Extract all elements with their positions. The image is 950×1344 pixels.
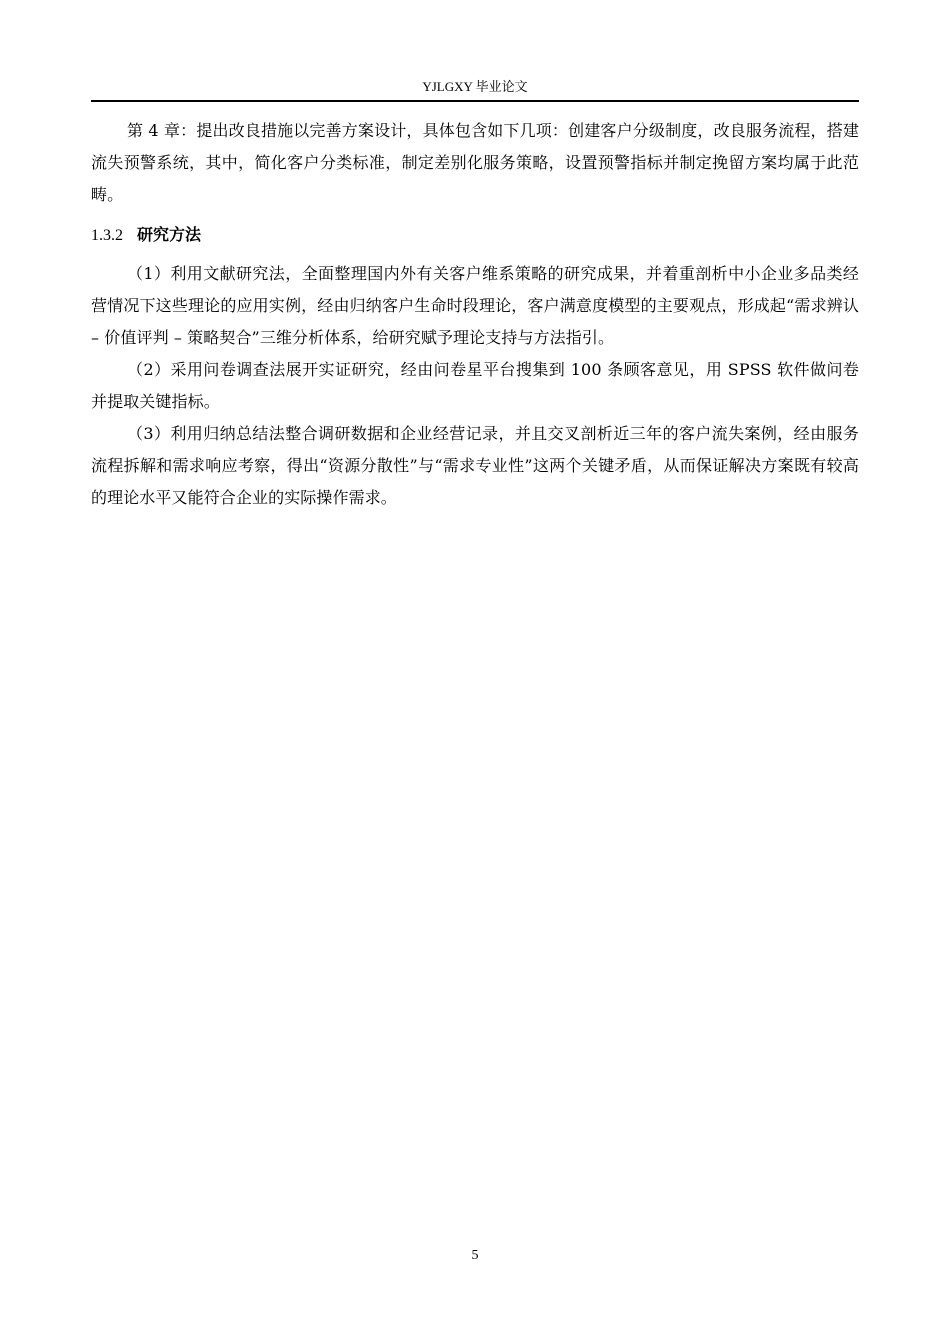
- page-number: 5: [471, 1248, 479, 1263]
- method-paragraph-1: （1）利用文献研究法，全面整理国内外有关客户维系策略的研究成果，并着重剖析中小企业多品类经营情况下这些理论的应用实例，经由归纳客户生命时段理论，客户满意度模型的主要观点，形成起“需求辨认 – 价值评判 – 策略契合”三维分析体系，给研究赋予理论支持与方法指引。: [91, 264, 859, 347]
- method-paragraph-2: （2）采用问卷调查法展开实证研究，经由问卷星平台搜集到 100 条顾客意见，用 SPSS 软件做问卷并提取关键指标。: [91, 360, 859, 411]
- page-body: [91, 115, 859, 514]
- header-divider: [91, 100, 859, 102]
- intro-paragraph: 第 4 章：提出改良措施以完善方案设计，具体包含如下几项：创建客户分级制度，改良服务流程，搭建流失预警系统，其中，简化客户分类标准，制定差别化服务策略，设置预警指标并制定挽留方案均属于此范畴。: [91, 121, 859, 204]
- page-header: YJLGXY 毕业论文: [422, 79, 528, 94]
- section-number: 1.3.2: [91, 227, 123, 244]
- section-title: 研究方法: [137, 225, 202, 244]
- section-heading: [91, 219, 859, 252]
- method-paragraph-3: （3）利用归纳总结法整合调研数据和企业经营记录，并且交叉剖析近三年的客户流失案例，经由服务流程拆解和需求响应考察，得出“资源分散性”与“需求专业性”这两个关键矛盾，从而保证解决方案既有较高的理论水平又能符合企业的实际操作需求。: [91, 424, 859, 507]
